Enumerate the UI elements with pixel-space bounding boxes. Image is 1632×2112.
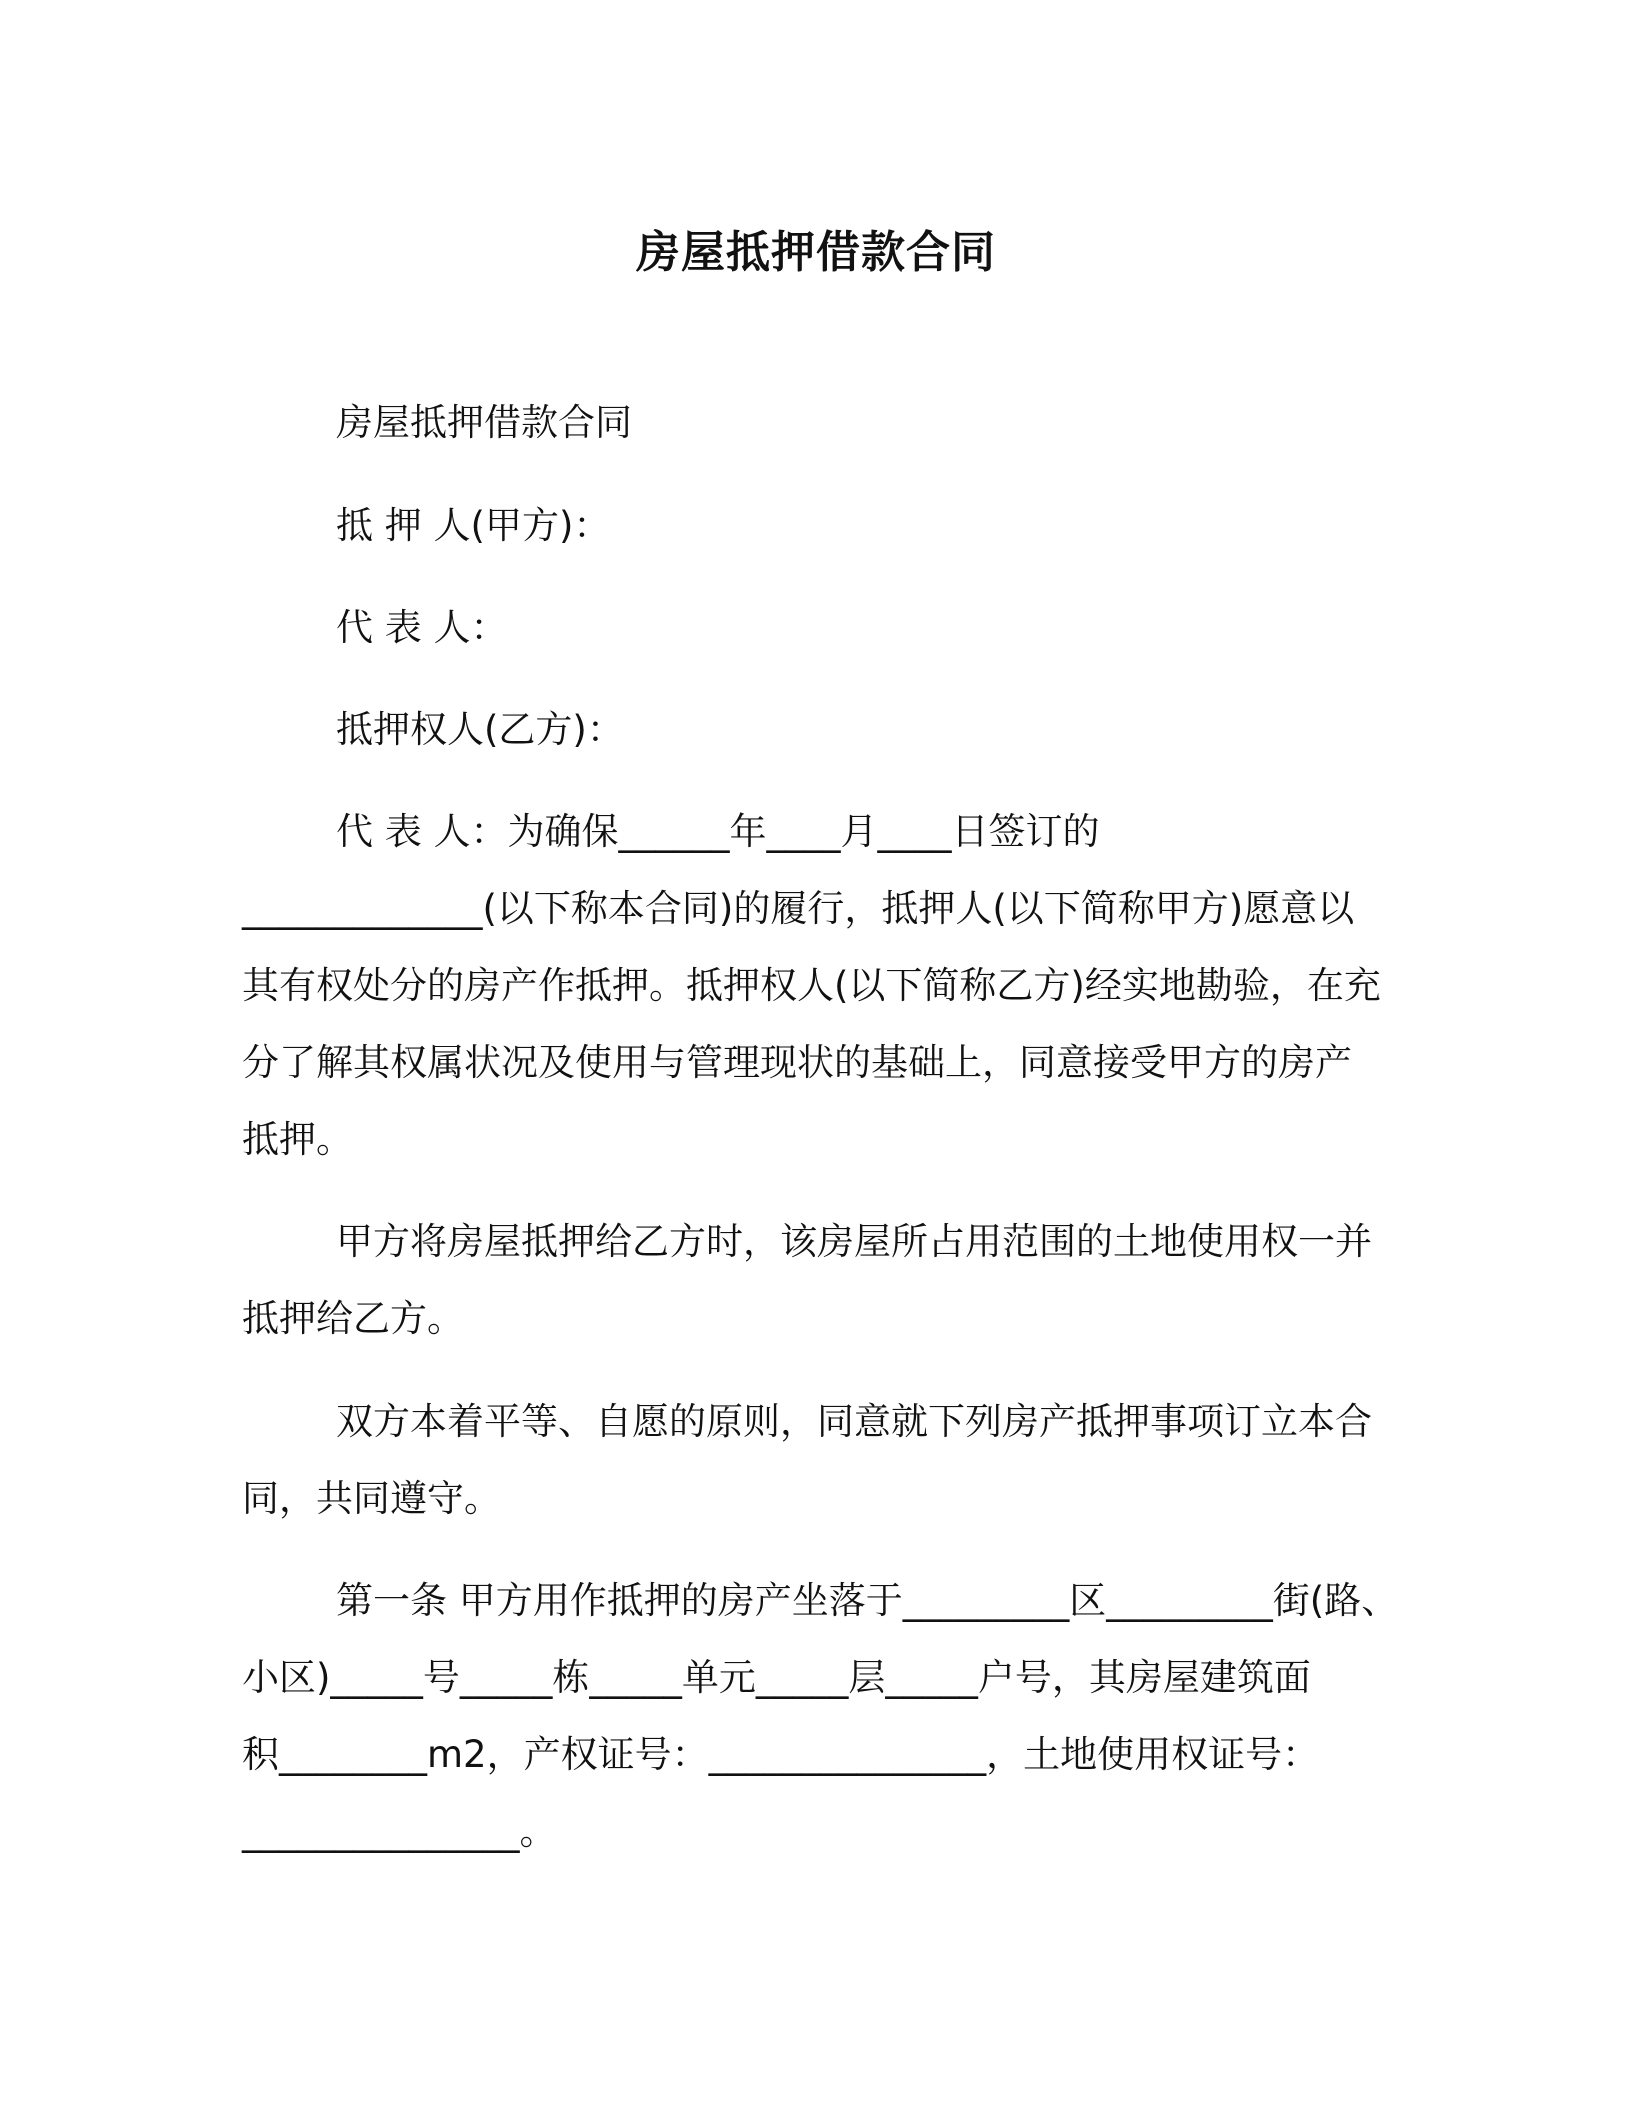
paragraph-line: 抵押。 [242, 1118, 353, 1161]
paragraph-line: 其有权处分的房产作抵押。抵押权人(以下简称乙方)经实地勘验，在充 [242, 964, 1381, 1007]
paragraph-line: 代 表 人：为确保______年____月____日签订的 [336, 810, 1100, 853]
article-one-line: 积________m2，产权证号：_______________，土地使用权证号： [242, 1733, 1320, 1776]
paragraph-line: 同，共同遵守。 [242, 1477, 501, 1520]
article-one-line: 第一条 甲方用作抵押的房产坐落于_________区_________街(路、 [336, 1579, 1399, 1622]
paragraph-line: 甲方将房屋抵押给乙方时，该房屋所占用范围的土地使用权一并 [336, 1220, 1372, 1263]
paragraph-line: 抵押给乙方。 [242, 1297, 464, 1340]
article-one-line: 小区)_____号_____栋_____单元_____层_____户号，其房屋建筑面 [242, 1656, 1311, 1699]
paragraph-line: 双方本着平等、自愿的原则，同意就下列房产抵押事项订立本合 [336, 1400, 1372, 1443]
article-one-line: _______________。 [242, 1810, 557, 1853]
mortgagor-representative-field: 代 表 人： [336, 606, 508, 649]
mortgagor-field: 抵 押 人(甲方)： [336, 504, 611, 547]
paragraph-line: 分了解其权属状况及使用与管理现状的基础上，同意接受甲方的房产 [242, 1041, 1352, 1084]
contract-heading: 房屋抵押借款合同 [336, 401, 632, 444]
mortgagee-field: 抵押权人(乙方)： [336, 708, 624, 751]
document-title: 房屋抵押借款合同 [636, 227, 996, 278]
paragraph-line: _____________(以下称本合同)的履行，抵押人(以下简称甲方)愿意以 [242, 887, 1355, 930]
